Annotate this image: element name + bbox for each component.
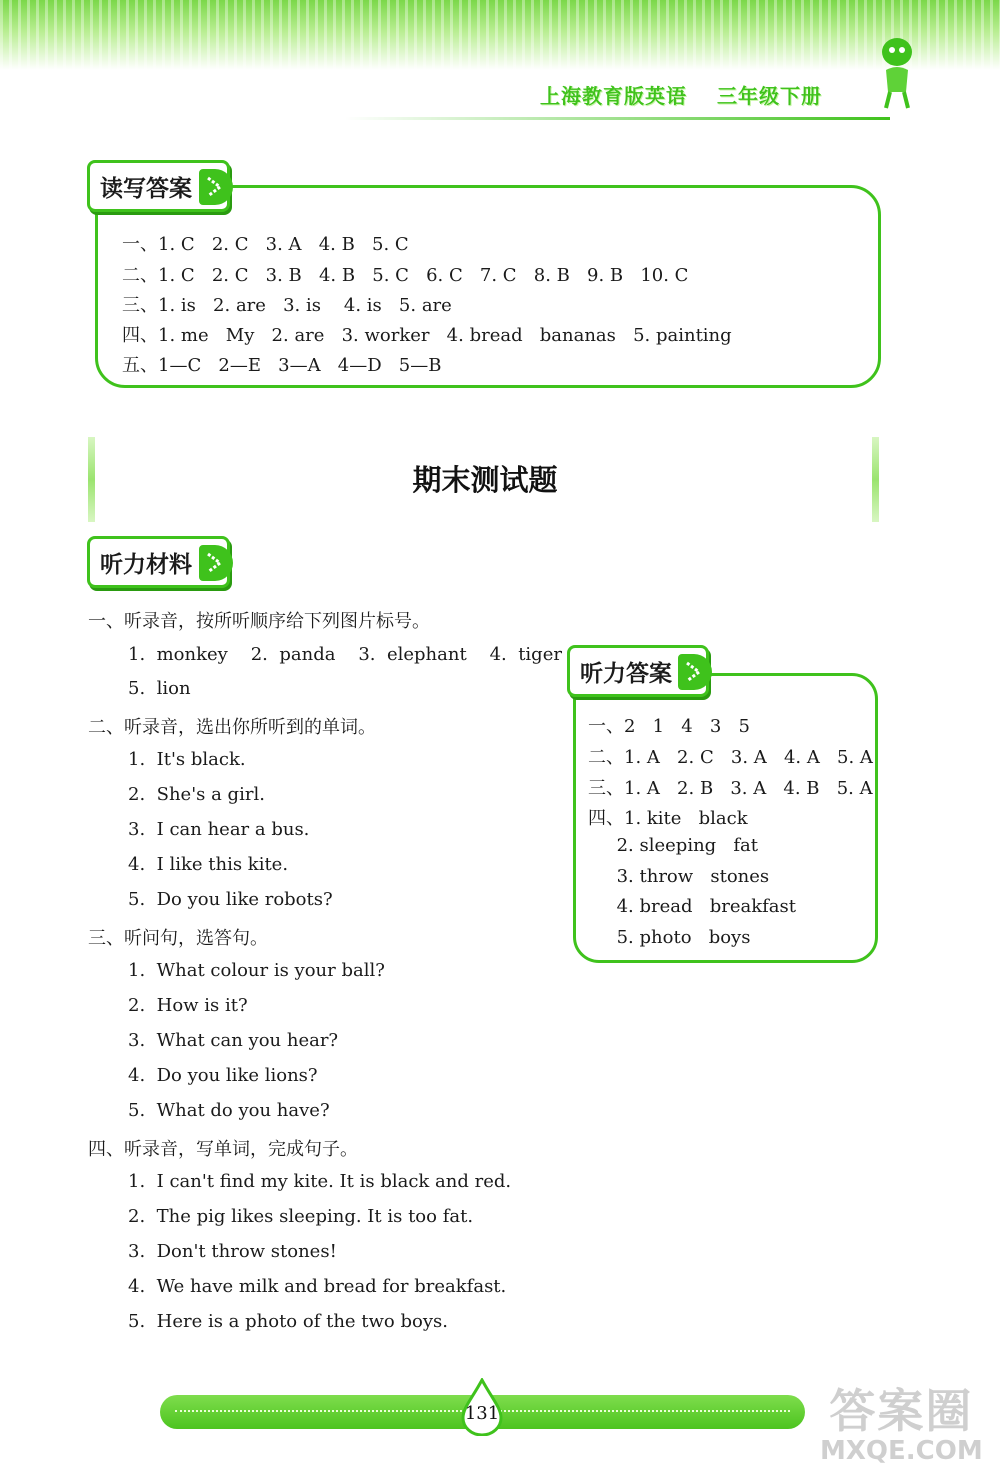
reading-answer-line: 二、1. C 2. C 3. B 4. B 5. C 6. C 7. C 8. B 9. B 10. C bbox=[122, 265, 689, 286]
reading-answer-line: 一、1. C 2. C 3. A 4. B 5. C bbox=[122, 234, 409, 255]
list-item: 5. lion bbox=[128, 678, 191, 699]
listening-material-title: 听力材料 bbox=[100, 551, 192, 578]
page-number: 131 bbox=[464, 1403, 500, 1424]
listening-answer-line: 二、1. A 2. C 3. A 4. A 5. A bbox=[588, 747, 873, 768]
listening-answer-line: 三、1. A 2. B 3. A 4. B 5. A bbox=[588, 778, 873, 799]
watermark bbox=[820, 1384, 983, 1466]
reading-answers-tab bbox=[87, 160, 230, 212]
list-item: 1. I can't find my kite. It is black and red. bbox=[128, 1171, 512, 1192]
header-divider bbox=[345, 117, 890, 120]
grade-text: 三年级下册 bbox=[716, 84, 822, 108]
book-title bbox=[540, 80, 844, 109]
list-item: 2. The pig likes sleeping. It is too fat. bbox=[128, 1206, 474, 1227]
reading-answer-line: 三、1. is 2. are 3. is 4. is 5. are bbox=[122, 295, 452, 316]
reading-answer-line: 四、1. me My 2. are 3. worker 4. bread bananas 5. painting bbox=[122, 325, 732, 346]
section-heading: 一、听录音，按所听顺序给下列图片标号。 bbox=[88, 611, 430, 632]
list-item: 5. Here is a photo of the two boys. bbox=[128, 1311, 448, 1332]
list-item: 1. monkey 2. panda 3. elephant 4. tiger bbox=[128, 644, 562, 665]
section-heading: 三、听问句，选答句。 bbox=[88, 928, 268, 949]
listening-answer-line: 一、2 1 4 3 5 bbox=[588, 716, 750, 737]
reading-answers-title: 读写答案 bbox=[100, 175, 192, 202]
book-title-text: 上海教育版英语 bbox=[540, 84, 687, 108]
listening-answer-line: 5. photo boys bbox=[588, 927, 751, 948]
list-item: 4. Do you like lions? bbox=[128, 1065, 318, 1086]
listening-answers-title: 听力答案 bbox=[580, 660, 672, 687]
chevron-right-icon bbox=[199, 169, 233, 205]
section-heading: 二、听录音，选出你所听到的单词。 bbox=[88, 717, 376, 738]
listening-answer-line: 3. throw stones bbox=[588, 866, 770, 887]
reading-answer-line: 五、1—C 2—E 3—A 4—D 5—B bbox=[122, 355, 442, 376]
list-item: 5. What do you have? bbox=[128, 1100, 330, 1121]
mascot-icon bbox=[872, 30, 922, 110]
chevron-right-icon bbox=[199, 545, 233, 581]
list-item: 1. What colour is your ball? bbox=[128, 960, 385, 981]
list-item: 4. I like this kite. bbox=[128, 854, 289, 875]
listening-answer-line: 四、1. kite black bbox=[588, 808, 748, 829]
list-item: 3. I can hear a bus. bbox=[128, 819, 310, 840]
list-item: 3. What can you hear? bbox=[128, 1030, 339, 1051]
listening-answer-line: 4. bread breakfast bbox=[588, 896, 796, 917]
list-item: 1. It's black. bbox=[128, 749, 246, 770]
watermark-text: 答案圈 bbox=[829, 1384, 974, 1438]
list-item: 2. She's a girl. bbox=[128, 784, 265, 805]
watermark-url: MXQE.COM bbox=[820, 1436, 983, 1466]
list-item: 2. How is it? bbox=[128, 995, 248, 1016]
listening-answers-tab bbox=[567, 645, 709, 697]
chevron-right-icon bbox=[678, 654, 712, 690]
listening-answer-line: 2. sleeping fat bbox=[588, 835, 758, 856]
list-item: 4. We have milk and bread for breakfast. bbox=[128, 1276, 507, 1297]
header-texture bbox=[0, 0, 1000, 70]
listening-material-tab bbox=[87, 536, 230, 588]
list-item: 5. Do you like robots? bbox=[128, 889, 333, 910]
list-item: 3. Don't throw stones! bbox=[128, 1241, 337, 1262]
exam-title: 期末测试题 bbox=[412, 463, 558, 497]
section-heading: 四、听录音，写单词，完成句子。 bbox=[88, 1139, 358, 1160]
